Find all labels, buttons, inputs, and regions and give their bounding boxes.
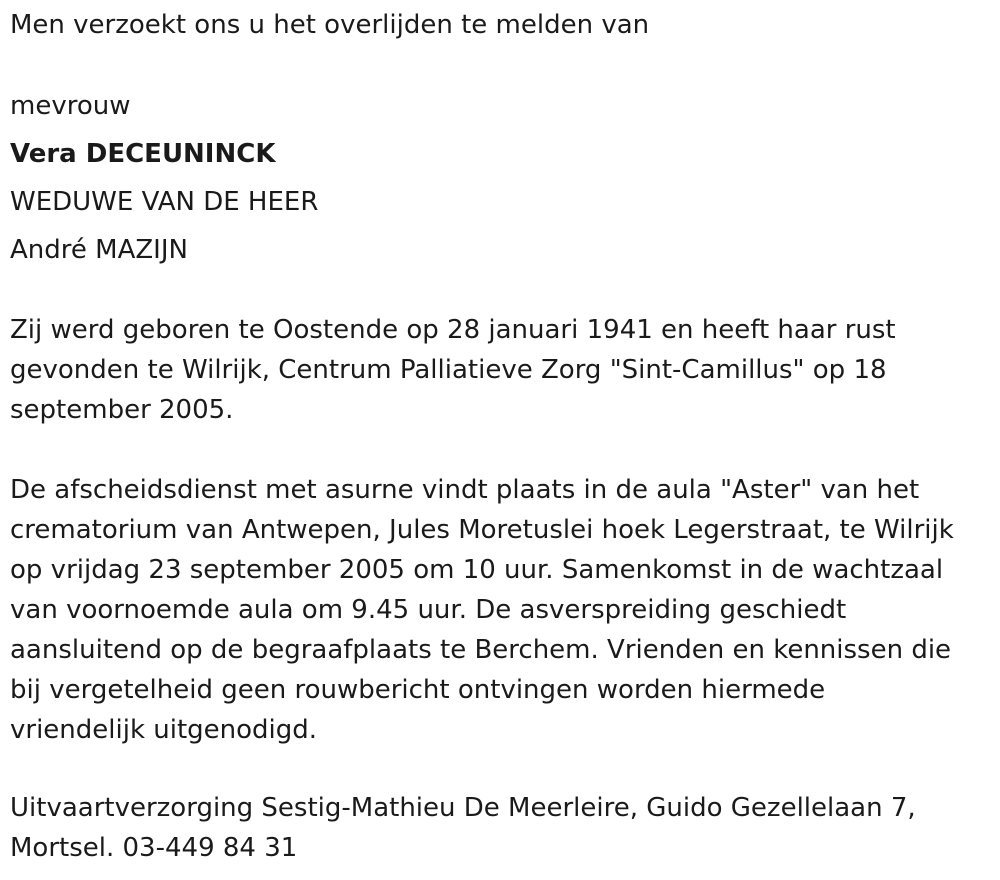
- paragraph-line: op vrijdag 23 september 2005 om 10 uur. Samenkomst in de wachtzaal: [10, 555, 944, 585]
- paragraph-line: Zij werd geboren te Oostende op 28 januari 1941 en heeft haar rust: [10, 315, 896, 345]
- paragraph-line: crematorium van Antwepen, Jules Moretuslei hoek Legerstraat, te Wilrijk: [10, 515, 954, 545]
- paragraph-line: aansluitend op de begraafplaats te Berchem. Vrienden en kennissen die: [10, 635, 952, 665]
- birth-and-death-paragraph: [10, 310, 990, 430]
- widow-of-label: WEDUWE VAN DE HEER: [10, 187, 319, 217]
- paragraph-line: september 2005.: [10, 395, 234, 425]
- paragraph-line: Uitvaartverzorging Sestig-Mathieu De Meerleire, Guido Gezellelaan 7,: [10, 793, 916, 823]
- service-paragraph: [10, 470, 990, 750]
- paragraph-line: De afscheidsdienst met asurne vindt plaats in de aula "Aster" van het: [10, 475, 920, 505]
- deceased-name: Vera DECEUNINCK: [10, 139, 276, 169]
- paragraph-line: gevonden te Wilrijk, Centrum Palliatieve Zorg "Sint-Camillus" op 18: [10, 355, 887, 385]
- intro-text: Men verzoekt ons u het overlijden te melden van: [10, 10, 650, 40]
- paragraph-line: van voornoemde aula om 9.45 uur. De asverspreiding geschiedt: [10, 595, 847, 625]
- paragraph-line: Mortsel. 03-449 84 31: [10, 833, 298, 863]
- funeral-home-paragraph: [10, 788, 990, 868]
- paragraph-line: vriendelijk uitgenodigd.: [10, 715, 318, 745]
- husband-name: André MAZIJN: [10, 235, 188, 265]
- paragraph-line: bij vergetelheid geen rouwbericht ontvingen worden hiermede: [10, 675, 826, 705]
- honorific: mevrouw: [10, 91, 131, 121]
